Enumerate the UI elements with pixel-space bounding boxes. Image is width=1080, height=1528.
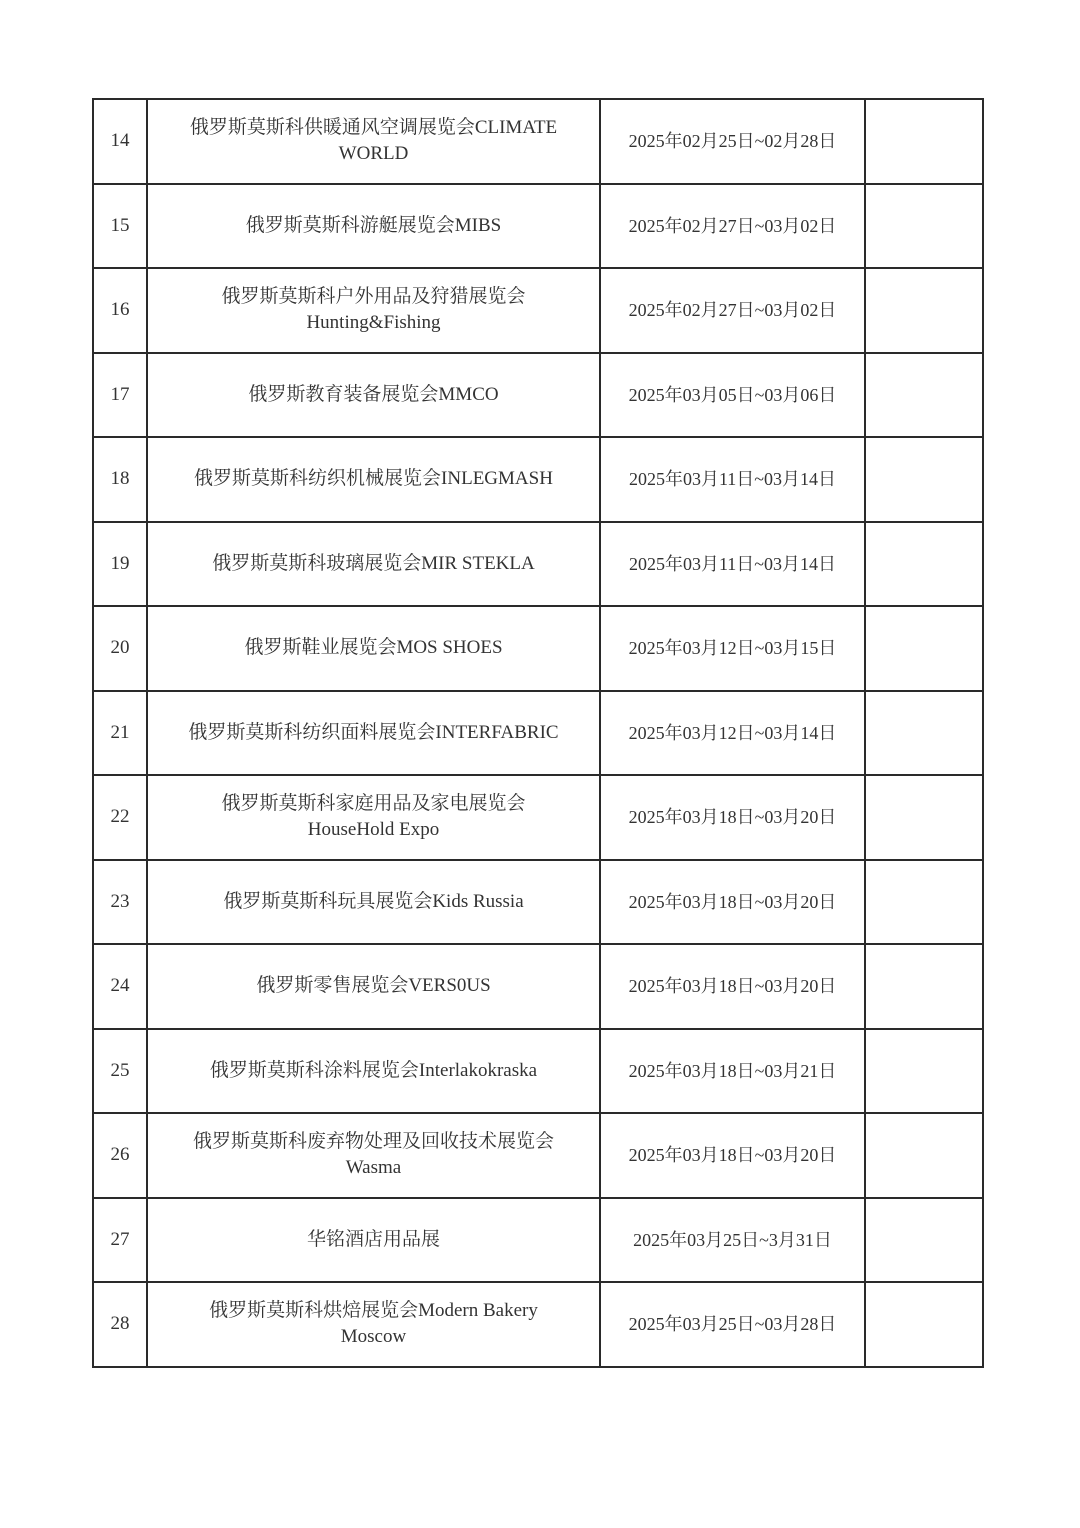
exhibition-name-line: 俄罗斯莫斯科家庭用品及家电展览会 bbox=[221, 793, 526, 815]
exhibition-name-line: 俄罗斯莫斯科户外用品及狩猎展览会 bbox=[221, 286, 526, 308]
remark-cell bbox=[865, 1029, 983, 1114]
remark-cell bbox=[865, 606, 983, 691]
exhibition-date-cell: 2025年03月18日~03月20日 bbox=[600, 1113, 865, 1198]
exhibition-name-line: 俄罗斯莫斯科游艇展览会MIBS bbox=[245, 214, 502, 236]
exhibition-name-cell bbox=[147, 1198, 600, 1283]
exhibition-date-cell: 2025年03月18日~03月20日 bbox=[600, 860, 865, 945]
table-row bbox=[93, 353, 983, 438]
exhibition-name-cell bbox=[147, 99, 600, 184]
row-number-cell: 20 bbox=[93, 606, 147, 691]
exhibition-name-line: 俄罗斯莫斯科纺织面料展览会INTERFABRIC bbox=[188, 721, 559, 743]
exhibition-schedule-table bbox=[92, 98, 984, 1368]
remark-cell bbox=[865, 860, 983, 945]
exhibition-date-cell: 2025年03月18日~03月21日 bbox=[600, 1029, 865, 1114]
row-number-cell: 15 bbox=[93, 184, 147, 269]
exhibition-name-cell bbox=[147, 184, 600, 269]
row-number-cell: 27 bbox=[93, 1198, 147, 1283]
exhibition-name-cell bbox=[147, 1029, 600, 1114]
exhibition-date-cell: 2025年03月11日~03月14日 bbox=[600, 522, 865, 607]
remark-cell bbox=[865, 691, 983, 776]
table-row bbox=[93, 944, 983, 1029]
exhibition-name-line: HouseHold Expo bbox=[307, 819, 440, 841]
exhibition-name-cell bbox=[147, 606, 600, 691]
exhibition-name-line: 俄罗斯莫斯科烘焙展览会Modern Bakery bbox=[209, 1300, 538, 1322]
exhibition-date-cell: 2025年02月27日~03月02日 bbox=[600, 184, 865, 269]
table-row bbox=[93, 1198, 983, 1283]
row-number-cell: 16 bbox=[93, 268, 147, 353]
remark-cell bbox=[865, 353, 983, 438]
exhibition-name-cell bbox=[147, 437, 600, 522]
exhibition-name-line: 俄罗斯莫斯科涂料展览会Interlakokraska bbox=[209, 1059, 538, 1081]
remark-cell bbox=[865, 1113, 983, 1198]
exhibition-name-line: 俄罗斯莫斯科玩具展览会Kids Russia bbox=[223, 890, 524, 912]
exhibition-name-line: WORLD bbox=[338, 143, 409, 165]
exhibition-date-cell: 2025年03月12日~03月14日 bbox=[600, 691, 865, 776]
table-row bbox=[93, 437, 983, 522]
exhibition-name-line: Wasma bbox=[345, 1157, 402, 1179]
table-body bbox=[93, 99, 983, 1367]
table-row bbox=[93, 860, 983, 945]
row-number-cell: 19 bbox=[93, 522, 147, 607]
table-row bbox=[93, 99, 983, 184]
exhibition-name-cell bbox=[147, 268, 600, 353]
exhibition-name-line: 俄罗斯鞋业展览会MOS SHOES bbox=[244, 637, 503, 659]
table-row bbox=[93, 522, 983, 607]
exhibition-name-line: Hunting&Fishing bbox=[306, 312, 441, 334]
row-number-cell: 17 bbox=[93, 353, 147, 438]
exhibition-name-cell bbox=[147, 691, 600, 776]
remark-cell bbox=[865, 522, 983, 607]
remark-cell bbox=[865, 944, 983, 1029]
remark-cell bbox=[865, 268, 983, 353]
table-row bbox=[93, 775, 983, 860]
exhibition-date-cell: 2025年03月25日~3月31日 bbox=[600, 1198, 865, 1283]
row-number-cell: 22 bbox=[93, 775, 147, 860]
exhibition-name-cell bbox=[147, 353, 600, 438]
table-row bbox=[93, 1029, 983, 1114]
row-number-cell: 23 bbox=[93, 860, 147, 945]
exhibition-date-cell: 2025年03月25日~03月28日 bbox=[600, 1282, 865, 1367]
exhibition-date-cell: 2025年03月05日~03月06日 bbox=[600, 353, 865, 438]
exhibition-name-cell bbox=[147, 775, 600, 860]
remark-cell bbox=[865, 184, 983, 269]
row-number-cell: 25 bbox=[93, 1029, 147, 1114]
row-number-cell: 18 bbox=[93, 437, 147, 522]
exhibition-name-line: 华铭酒店用品展 bbox=[306, 1228, 440, 1250]
exhibition-name-line: 俄罗斯莫斯科纺织机械展览会INLEGMASH bbox=[194, 468, 553, 490]
remark-cell bbox=[865, 99, 983, 184]
exhibition-date-cell: 2025年03月18日~03月20日 bbox=[600, 944, 865, 1029]
exhibition-name-line: 俄罗斯莫斯科供暖通风空调展览会CLIMATE bbox=[189, 117, 558, 139]
exhibition-date-cell: 2025年03月18日~03月20日 bbox=[600, 775, 865, 860]
remark-cell bbox=[865, 437, 983, 522]
row-number-cell: 21 bbox=[93, 691, 147, 776]
row-number-cell: 26 bbox=[93, 1113, 147, 1198]
exhibition-name-line: 俄罗斯莫斯科玻璃展览会MIR STEKLA bbox=[212, 552, 535, 574]
exhibition-name-line: 俄罗斯零售展览会VERS0US bbox=[256, 975, 491, 997]
exhibition-name-cell bbox=[147, 944, 600, 1029]
table-row bbox=[93, 268, 983, 353]
exhibition-name-cell bbox=[147, 1113, 600, 1198]
remark-cell bbox=[865, 1282, 983, 1367]
exhibition-name-cell bbox=[147, 860, 600, 945]
exhibition-name-line: 俄罗斯教育装备展览会MMCO bbox=[248, 383, 499, 405]
remark-cell bbox=[865, 775, 983, 860]
table-row bbox=[93, 1113, 983, 1198]
exhibition-date-cell: 2025年02月25日~02月28日 bbox=[600, 99, 865, 184]
row-number-cell: 24 bbox=[93, 944, 147, 1029]
table-row bbox=[93, 606, 983, 691]
table-row bbox=[93, 1282, 983, 1367]
exhibition-date-cell: 2025年03月12日~03月15日 bbox=[600, 606, 865, 691]
exhibition-name-line: 俄罗斯莫斯科废弃物处理及回收技术展览会 bbox=[192, 1131, 554, 1153]
exhibition-name-cell bbox=[147, 522, 600, 607]
exhibition-date-cell: 2025年02月27日~03月02日 bbox=[600, 268, 865, 353]
remark-cell bbox=[865, 1198, 983, 1283]
exhibition-date-cell: 2025年03月11日~03月14日 bbox=[600, 437, 865, 522]
table-row bbox=[93, 184, 983, 269]
exhibition-name-line: Moscow bbox=[340, 1326, 407, 1348]
row-number-cell: 14 bbox=[93, 99, 147, 184]
row-number-cell: 28 bbox=[93, 1282, 147, 1367]
table-row bbox=[93, 691, 983, 776]
exhibition-name-cell bbox=[147, 1282, 600, 1367]
